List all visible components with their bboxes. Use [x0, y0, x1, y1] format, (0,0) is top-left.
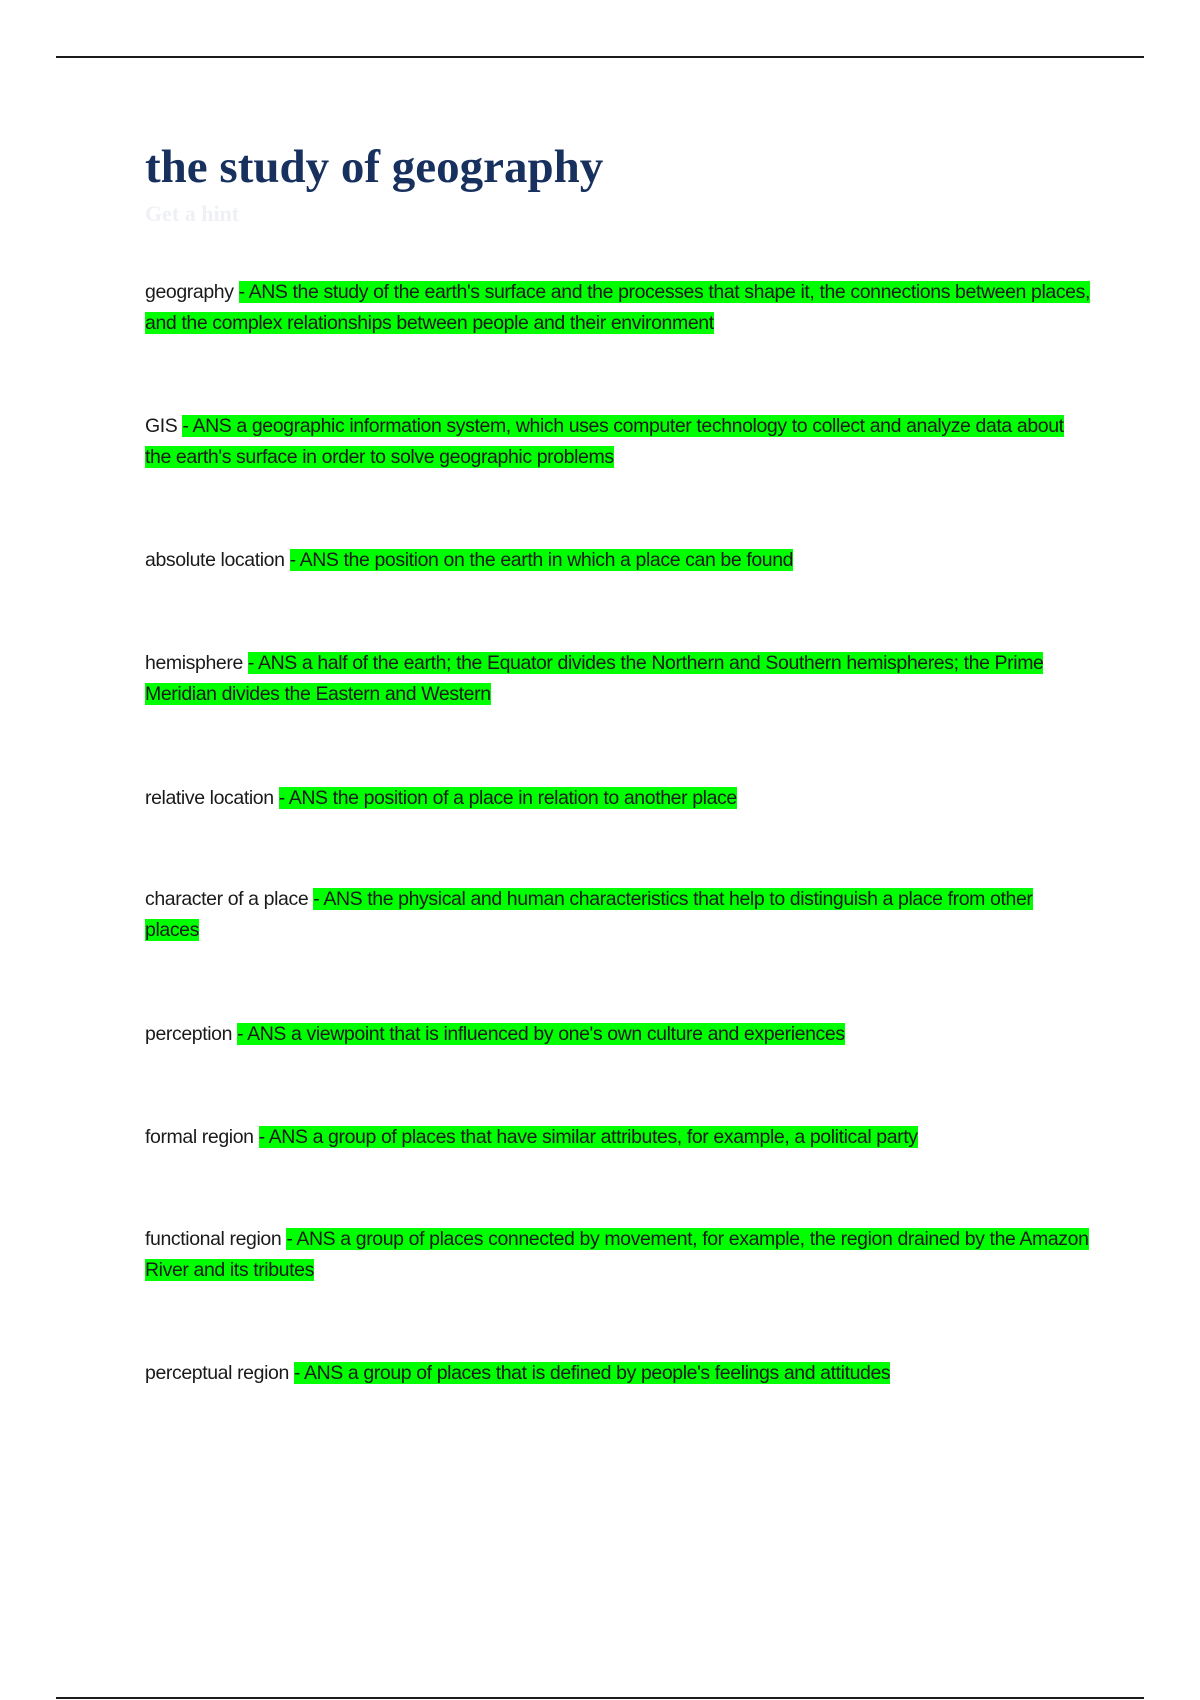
entry-answer: - ANS the study of the earth's surface and the processes that shape it, the connections between places, and the complex relationships between people and their environment: [145, 281, 1090, 334]
entry-functional-region: [145, 1224, 1090, 1286]
entry-term: absolute location: [145, 549, 285, 571]
entry-formal-region: [145, 1122, 1090, 1153]
document-title: the study of geography: [145, 141, 604, 193]
entry-answer: - ANS the physical and human characteristics that help to distinguish a place from other places: [145, 888, 1033, 941]
hint-text: Get a hint: [145, 201, 240, 226]
entry-perception: [145, 1019, 1090, 1050]
entry-perceptual-region: [145, 1358, 1090, 1389]
entry-term: relative location: [145, 787, 274, 809]
entry-term: perception: [145, 1023, 233, 1045]
entry-answer: - ANS a geographic information system, which uses computer technology to collect and analyze data about the earth's surface in order to solve geographic problems: [145, 415, 1064, 468]
entry-term: character of a place: [145, 888, 309, 910]
top-rule: [56, 56, 1144, 58]
bottom-rule: [56, 1697, 1144, 1699]
entry-answer: - ANS the position of a place in relation to another place: [278, 787, 737, 809]
entry-answer: - ANS a group of places that is defined by people's feelings and attitudes: [293, 1362, 891, 1384]
entry-geography: [145, 277, 1090, 339]
entry-answer: - ANS a group of places that have similar attributes, for example, a political party: [258, 1126, 918, 1148]
entry-character-of-a-place: [145, 884, 1090, 946]
entry-term: hemisphere: [145, 652, 243, 674]
entry-term: formal region: [145, 1126, 254, 1148]
entry-term: GIS: [145, 415, 178, 437]
entry-answer: - ANS a viewpoint that is influenced by one's own culture and experiences: [237, 1023, 845, 1045]
entry-answer: - ANS a group of places connected by movement, for example, the region drained by the Amazon River and its tributes: [145, 1228, 1089, 1281]
entry-relative-location: [145, 783, 1090, 814]
entry-term: geography: [145, 281, 234, 303]
entry-hemisphere: [145, 648, 1090, 710]
entry-term: functional region: [145, 1228, 282, 1250]
entry-answer: - ANS a half of the earth; the Equator divides the Northern and Southern hemispheres; the Prime Meridian divides the Eastern and Western: [145, 652, 1044, 705]
entry-gis: [145, 411, 1090, 473]
entry-answer: - ANS the position on the earth in which a place can be found: [289, 549, 794, 571]
entry-absolute-location: [145, 545, 1090, 576]
entry-term: perceptual region: [145, 1362, 289, 1384]
